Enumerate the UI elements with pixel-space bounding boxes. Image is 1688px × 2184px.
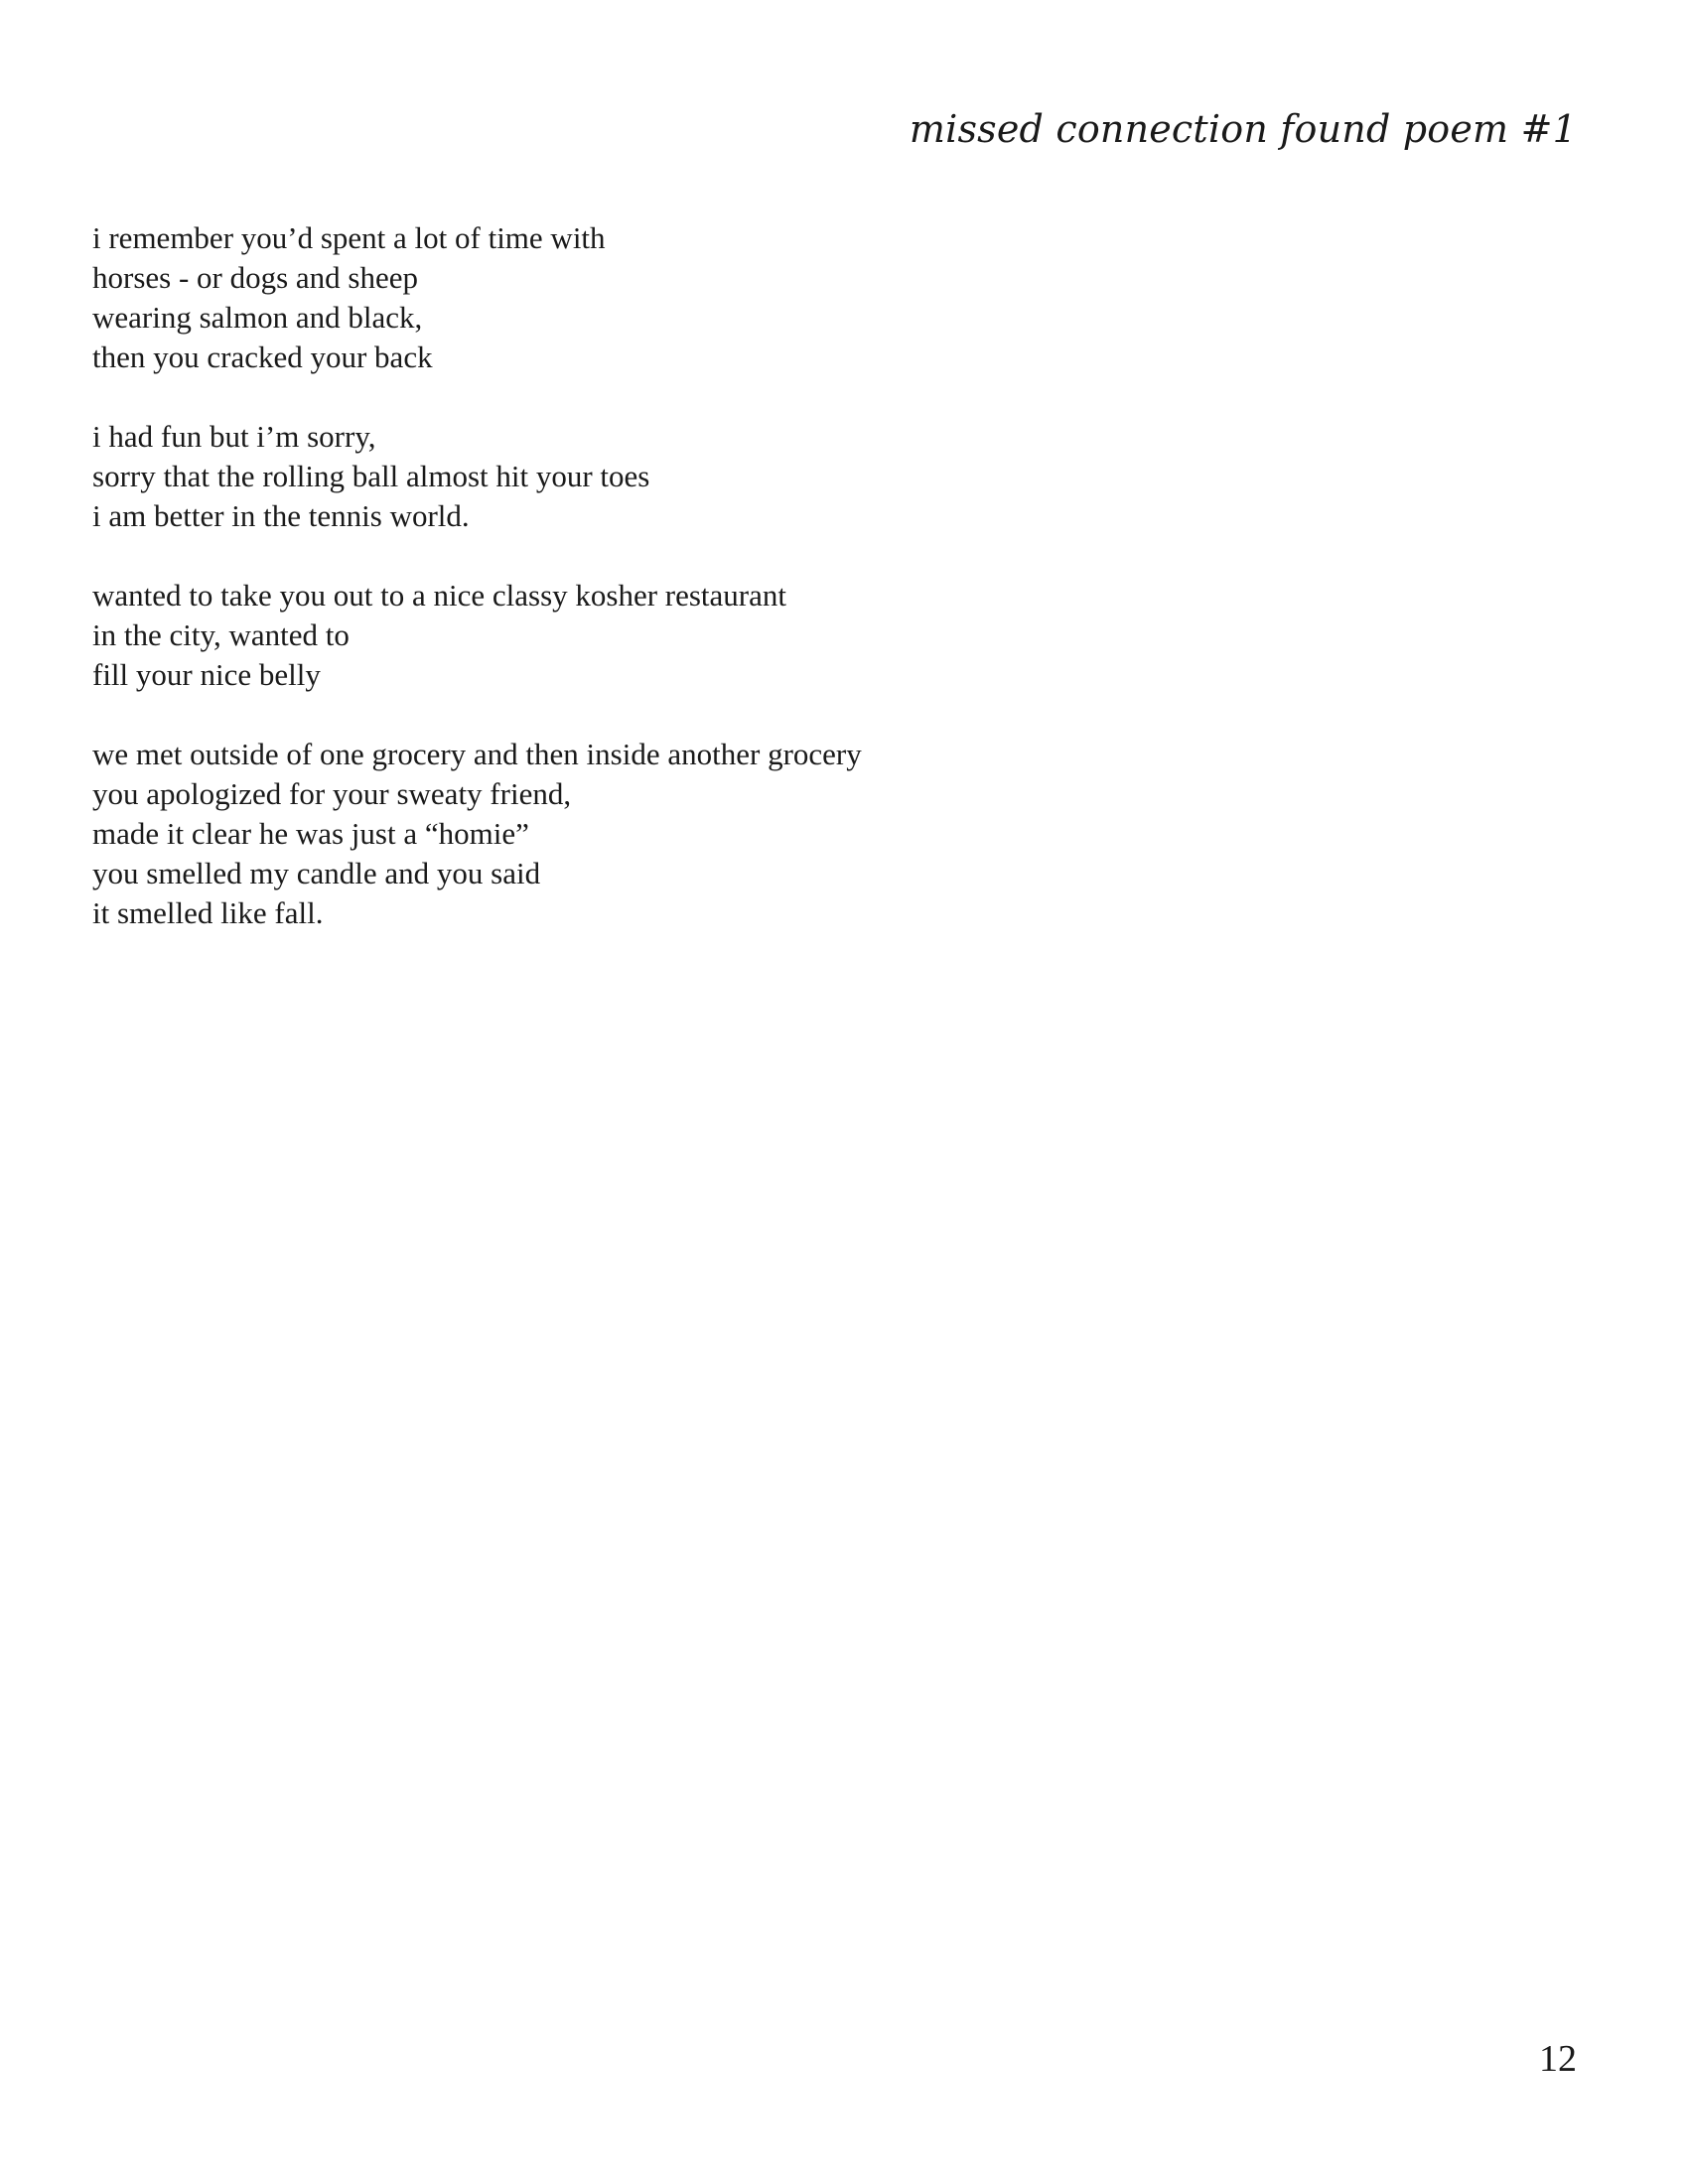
poem-line: horses - or dogs and sheep bbox=[92, 260, 419, 295]
poem-line: you apologized for your sweaty friend, bbox=[92, 776, 572, 811]
poem-line: wearing salmon and black, bbox=[92, 300, 423, 335]
poem-line: sorry that the rolling ball almost hit your toes bbox=[92, 459, 650, 493]
poem-title: missed connection found poem #1 bbox=[909, 107, 1577, 151]
poem-line: fill your nice belly bbox=[92, 657, 321, 692]
poem-line: then you cracked your back bbox=[92, 340, 433, 374]
poem-line: we met outside of one grocery and then inside another grocery bbox=[92, 737, 862, 771]
stanza-4 bbox=[92, 735, 1185, 933]
poem-line: i am better in the tennis world. bbox=[92, 498, 470, 533]
poem-line: you smelled my candle and you said bbox=[92, 856, 541, 890]
stanza-1 bbox=[92, 218, 1185, 377]
stanza-2 bbox=[92, 417, 1185, 536]
poem-line: made it clear he was just a “homie” bbox=[92, 816, 529, 851]
poem-line: wanted to take you out to a nice classy kosher restaurant bbox=[92, 578, 786, 613]
poem-body bbox=[92, 218, 1185, 973]
stanza-3 bbox=[92, 576, 1185, 695]
poem-line: in the city, wanted to bbox=[92, 617, 350, 652]
poem-line: it smelled like fall. bbox=[92, 895, 324, 930]
poem-line: i had fun but i’m sorry, bbox=[92, 419, 376, 454]
poem-line: i remember you’d spent a lot of time with bbox=[92, 220, 606, 255]
page-number: 12 bbox=[1539, 2038, 1577, 2080]
